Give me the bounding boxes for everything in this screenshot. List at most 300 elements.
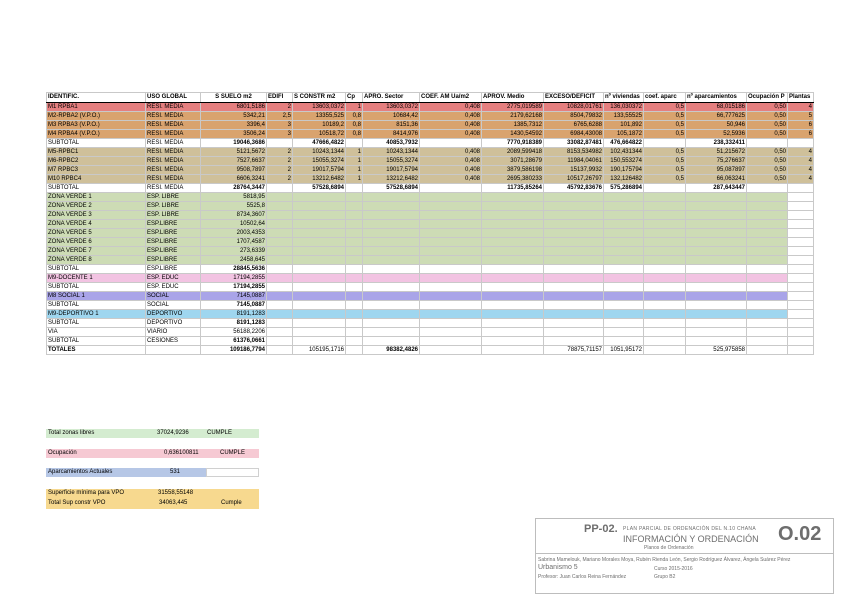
course: Urbanismo 5 — [538, 564, 578, 571]
table-cell: 8151,36 — [363, 121, 420, 130]
table-cell: 10189,2 — [293, 121, 346, 130]
table-cell: 0,408 — [420, 103, 482, 112]
table-cell: 6 — [788, 121, 814, 130]
table-cell: RESI. MEDIA — [146, 148, 201, 157]
table-cell — [293, 202, 346, 211]
table-cell: 66,777625 — [686, 112, 747, 121]
table-row — [47, 148, 814, 157]
title-block — [535, 518, 834, 594]
plan-code: PP-02. — [584, 523, 618, 535]
table-cell: 5342,21 — [201, 112, 267, 121]
table-cell: RESI. MEDIA — [146, 121, 201, 130]
table-cell — [686, 229, 747, 238]
table-cell: ZONA VERDE 6 — [47, 238, 146, 247]
table-cell — [747, 292, 788, 301]
table-cell — [420, 202, 482, 211]
table-cell — [363, 328, 420, 337]
table-cell — [747, 247, 788, 256]
table-row — [47, 139, 814, 148]
table-cell: 2775,019589 — [482, 103, 544, 112]
table-cell: 56188,2206 — [201, 328, 267, 337]
table-cell — [267, 301, 293, 310]
table-cell: 1051,95172 — [604, 346, 644, 355]
table-cell: M5-RPBC1 — [47, 148, 146, 157]
table-cell — [293, 238, 346, 247]
table-cell — [293, 283, 346, 292]
table-cell: 1 — [346, 157, 363, 166]
table-cell: 28764,3447 — [201, 184, 267, 193]
table-cell — [604, 247, 644, 256]
table-cell — [293, 310, 346, 319]
table-cell: 28845,5636 — [201, 265, 267, 274]
table-cell — [293, 265, 346, 274]
table-cell: 7145,0887 — [201, 292, 267, 301]
table-row — [47, 274, 814, 283]
table-cell — [788, 139, 814, 148]
table-cell — [544, 301, 604, 310]
table-row — [47, 256, 814, 265]
table-cell — [686, 283, 747, 292]
table-cell: ESP.LIBRE — [146, 265, 201, 274]
table-cell — [482, 274, 544, 283]
table-row — [47, 103, 814, 112]
table-cell — [604, 193, 644, 202]
table-cell — [644, 193, 686, 202]
plan-name: PLAN PARCIAL DE ORDENACIÓN DEL N.10 CHANA — [623, 526, 756, 532]
table-cell: 8734,3607 — [201, 211, 267, 220]
table-cell — [363, 202, 420, 211]
table-cell — [346, 238, 363, 247]
table-cell: M8 SOCIAL 1 — [47, 292, 146, 301]
table-cell: SUBTOTAL — [47, 301, 146, 310]
table-cell: 45792,83676 — [544, 184, 604, 193]
table-cell — [482, 265, 544, 274]
table-cell: TOTALES — [47, 346, 146, 355]
table-cell: 0,50 — [747, 112, 788, 121]
table-cell — [747, 184, 788, 193]
table-cell — [363, 238, 420, 247]
table-cell: 13355,525 — [293, 112, 346, 121]
table-cell: 476,664822 — [604, 139, 644, 148]
table-cell — [644, 310, 686, 319]
table-cell — [363, 247, 420, 256]
header-row — [47, 93, 814, 103]
column-header: Cp — [346, 93, 363, 103]
vpo-total-value: 34063,445 — [159, 500, 188, 506]
table-cell — [747, 211, 788, 220]
table-cell — [482, 346, 544, 355]
table-cell — [788, 247, 814, 256]
table-cell — [293, 211, 346, 220]
table-cell — [482, 211, 544, 220]
table-cell: 0,408 — [420, 112, 482, 121]
table-cell: 238,332411 — [686, 139, 747, 148]
table-cell — [420, 211, 482, 220]
table-cell — [788, 292, 814, 301]
table-cell — [482, 319, 544, 328]
table-cell — [544, 319, 604, 328]
table-row — [47, 202, 814, 211]
table-cell — [346, 310, 363, 319]
table-cell: 6 — [788, 130, 814, 139]
table-cell: 525,975858 — [686, 346, 747, 355]
table-cell: 57528,6894 — [363, 184, 420, 193]
table-cell: 78875,71157 — [544, 346, 604, 355]
table-cell — [420, 265, 482, 274]
table-cell — [293, 247, 346, 256]
aparcamientos-label: Aparcamientos Actuales — [48, 469, 113, 475]
table-cell: 1385,7312 — [482, 121, 544, 130]
table-cell: M9-DOCENTE 1 — [47, 274, 146, 283]
table-cell — [747, 202, 788, 211]
table-cell: ZONA VERDE 2 — [47, 202, 146, 211]
table-cell — [482, 283, 544, 292]
table-cell: RESI. MEDIA — [146, 139, 201, 148]
table-cell: ESP.LIBRE — [146, 247, 201, 256]
table-cell — [604, 319, 644, 328]
table-cell: VIA — [47, 328, 146, 337]
table-cell: 19046,3686 — [201, 139, 267, 148]
table-cell — [747, 139, 788, 148]
table-cell: 0,5 — [644, 130, 686, 139]
table-cell: 15137,9932 — [544, 166, 604, 175]
table-cell: 0,50 — [747, 157, 788, 166]
column-header: USO GLOBAL — [146, 93, 201, 103]
table-cell: 8153,534982 — [544, 148, 604, 157]
table-cell — [420, 283, 482, 292]
ocupacion-status: CUMPLE — [220, 450, 246, 456]
table-cell: 68,015186 — [686, 103, 747, 112]
table-cell — [346, 211, 363, 220]
table-cell: SOCIAL — [146, 292, 201, 301]
table-cell: 0,50 — [747, 103, 788, 112]
table-cell — [788, 337, 814, 346]
table-cell: 1 — [346, 175, 363, 184]
table-cell — [644, 283, 686, 292]
table-cell — [686, 328, 747, 337]
table-cell: 0,5 — [644, 166, 686, 175]
table-cell — [420, 220, 482, 229]
table-cell — [747, 238, 788, 247]
table-cell — [420, 301, 482, 310]
table-cell — [604, 229, 644, 238]
table-cell: 0,5 — [644, 121, 686, 130]
table-row — [47, 310, 814, 319]
table-cell — [604, 292, 644, 301]
table-cell — [686, 220, 747, 229]
table-cell — [788, 211, 814, 220]
table-cell: 287,643447 — [686, 184, 747, 193]
table-cell: 102,431344 — [604, 148, 644, 157]
table-cell: 11735,85264 — [482, 184, 544, 193]
table-cell — [346, 139, 363, 148]
table-cell — [363, 337, 420, 346]
table-cell: 0,50 — [747, 130, 788, 139]
table-cell: 0,50 — [747, 175, 788, 184]
table-cell — [644, 202, 686, 211]
table-cell: 0,8 — [346, 130, 363, 139]
table-cell — [644, 211, 686, 220]
table-row — [47, 337, 814, 346]
table-cell — [482, 337, 544, 346]
table-row — [47, 328, 814, 337]
table-cell: 19017,5794 — [293, 166, 346, 175]
table-cell — [644, 184, 686, 193]
table-cell: 13603,0372 — [293, 103, 346, 112]
column-header: IDENTIFIC. — [47, 93, 146, 103]
table-cell — [346, 229, 363, 238]
table-cell — [267, 292, 293, 301]
table-cell — [544, 220, 604, 229]
table-row — [47, 193, 814, 202]
table-cell: 52,5936 — [686, 130, 747, 139]
table-cell: 2 — [267, 148, 293, 157]
table-cell — [482, 247, 544, 256]
table-cell: 8191,1283 — [201, 319, 267, 328]
table-cell — [346, 319, 363, 328]
table-cell: ESP. EDUC — [146, 274, 201, 283]
table-cell — [420, 319, 482, 328]
table-cell — [420, 229, 482, 238]
sheet-number: O.02 — [778, 523, 822, 545]
table-row — [47, 301, 814, 310]
ocupacion-value: 0,636100811 — [164, 450, 199, 456]
table-cell — [747, 310, 788, 319]
table-cell — [346, 193, 363, 202]
column-header: Ocupación P — [747, 93, 788, 103]
table-row — [47, 292, 814, 301]
table-cell: 3 — [267, 130, 293, 139]
table-cell: 66,063241 — [686, 175, 747, 184]
table-cell — [686, 193, 747, 202]
table-cell — [644, 265, 686, 274]
table-cell: 0,408 — [420, 166, 482, 175]
table-cell — [788, 319, 814, 328]
table-cell: 17194,2855 — [201, 274, 267, 283]
table-cell: M9-DEPORTIVO 1 — [47, 310, 146, 319]
table-cell — [346, 265, 363, 274]
table-cell: 109186,7794 — [201, 346, 267, 355]
table-cell — [420, 247, 482, 256]
table-cell — [482, 256, 544, 265]
table-cell: 19017,5794 — [363, 166, 420, 175]
table-cell: 50,946 — [686, 121, 747, 130]
table-cell — [267, 202, 293, 211]
table-cell — [604, 337, 644, 346]
table-cell: SUBTOTAL — [47, 319, 146, 328]
table-cell: 2179,62168 — [482, 112, 544, 121]
table-cell — [644, 292, 686, 301]
table-cell: ESP.LIBRE — [146, 220, 201, 229]
table-cell: 47666,4822 — [293, 139, 346, 148]
table-cell — [747, 265, 788, 274]
table-cell — [604, 256, 644, 265]
table-cell: ESP.LIBRE — [146, 238, 201, 247]
table-cell — [363, 283, 420, 292]
table-cell — [686, 247, 747, 256]
table-cell: 0,50 — [747, 121, 788, 130]
table-cell: 3 — [267, 121, 293, 130]
ocupacion-label: Ocupación — [48, 450, 77, 456]
table-cell — [544, 193, 604, 202]
table-cell — [146, 346, 201, 355]
table-cell — [604, 274, 644, 283]
table-cell — [267, 139, 293, 148]
table-cell: 3396,4 — [201, 121, 267, 130]
table-cell: ESP. LIBRE — [146, 211, 201, 220]
table-cell — [482, 292, 544, 301]
aparcamientos-value: 531 — [170, 469, 181, 475]
table-cell: 57528,6894 — [293, 184, 346, 193]
table-cell — [420, 346, 482, 355]
table-cell — [420, 274, 482, 283]
table-cell: 190,175794 — [604, 166, 644, 175]
table-cell: 1 — [346, 103, 363, 112]
table-cell — [544, 229, 604, 238]
table-cell: ZONA VERDE 4 — [47, 220, 146, 229]
table-cell: 105195,1716 — [293, 346, 346, 355]
table-cell — [644, 238, 686, 247]
table-cell — [604, 283, 644, 292]
table-cell — [420, 328, 482, 337]
table-cell — [544, 256, 604, 265]
table-cell — [747, 337, 788, 346]
table-row — [47, 346, 814, 355]
table-cell: 3071,28679 — [482, 157, 544, 166]
column-header: coef. aparc — [644, 93, 686, 103]
planning-data-table — [46, 92, 814, 355]
table-cell — [644, 229, 686, 238]
table-cell — [482, 301, 544, 310]
table-cell — [604, 211, 644, 220]
table-cell — [747, 256, 788, 265]
table-cell — [644, 139, 686, 148]
table-cell: M7 RPBC3 — [47, 166, 146, 175]
table-cell — [346, 256, 363, 265]
table-cell: 51,215672 — [686, 148, 747, 157]
zonas-libres-value: 37024,9236 — [157, 430, 189, 436]
table-row — [47, 229, 814, 238]
vpo-status: Cumple — [221, 500, 242, 506]
table-cell — [644, 301, 686, 310]
table-cell: SUBTOTAL — [47, 139, 146, 148]
table-cell — [788, 310, 814, 319]
table-cell: 5 — [788, 112, 814, 121]
table-cell: 2089,599418 — [482, 148, 544, 157]
table-cell: 10518,72 — [293, 130, 346, 139]
table-cell: 101,892 — [604, 121, 644, 130]
table-cell: 7770,918389 — [482, 139, 544, 148]
table-cell — [788, 328, 814, 337]
table-cell — [788, 274, 814, 283]
table-row — [47, 238, 814, 247]
table-cell — [747, 346, 788, 355]
table-cell: DEPORTIVO — [146, 319, 201, 328]
table-row — [47, 211, 814, 220]
table-row — [47, 157, 814, 166]
table-cell: 9508,7897 — [201, 166, 267, 175]
column-header: nº viviendas — [604, 93, 644, 103]
table-row — [47, 247, 814, 256]
table-cell: 1430,54592 — [482, 130, 544, 139]
table-cell: 0,408 — [420, 130, 482, 139]
table-cell: 105,1872 — [604, 130, 644, 139]
table-row — [47, 283, 814, 292]
vpo-min-label: Superficie mínima para VPO — [48, 490, 125, 496]
table-row — [47, 220, 814, 229]
table-cell — [544, 274, 604, 283]
column-header: EDIFI — [267, 93, 293, 103]
table-cell — [293, 328, 346, 337]
table-cell — [293, 274, 346, 283]
table-cell — [267, 346, 293, 355]
table-cell: 15055,3274 — [363, 157, 420, 166]
table-cell — [267, 256, 293, 265]
table-cell: M1 RPBA1 — [47, 103, 146, 112]
table-cell: 2 — [267, 166, 293, 175]
table-cell — [788, 193, 814, 202]
table-cell: 13212,6482 — [363, 175, 420, 184]
table-cell: 4 — [788, 103, 814, 112]
table-cell — [604, 301, 644, 310]
table-cell: ZONA VERDE 7 — [47, 247, 146, 256]
table-cell — [346, 274, 363, 283]
table-cell — [363, 265, 420, 274]
table-cell: 2458,645 — [201, 256, 267, 265]
table-cell: 133,55525 — [604, 112, 644, 121]
table-cell — [604, 238, 644, 247]
table-cell: ZONA VERDE 8 — [47, 256, 146, 265]
table-cell: 5525,8 — [201, 202, 267, 211]
table-cell: ESP. LIBRE — [146, 202, 201, 211]
table-cell: 75,276637 — [686, 157, 747, 166]
column-header: nº aparcamientos — [686, 93, 747, 103]
table-cell — [686, 310, 747, 319]
table-cell: 2,5 — [267, 112, 293, 121]
table-cell — [747, 301, 788, 310]
table-cell: 575,286894 — [604, 184, 644, 193]
table-cell — [544, 292, 604, 301]
table-cell — [363, 292, 420, 301]
table-cell — [686, 256, 747, 265]
table-cell — [788, 265, 814, 274]
table-cell — [267, 319, 293, 328]
table-cell: 0,5 — [644, 112, 686, 121]
table-cell — [686, 202, 747, 211]
table-cell: 10243,1344 — [293, 148, 346, 157]
table-cell: ESP.LIBRE — [146, 256, 201, 265]
table-cell — [686, 238, 747, 247]
table-cell: CESIONES — [146, 337, 201, 346]
table-cell — [420, 184, 482, 193]
table-cell — [420, 337, 482, 346]
table-cell: 95,087897 — [686, 166, 747, 175]
main-title: INFORMACIÓN Y ORDENACIÓN — [623, 534, 759, 544]
table-cell — [420, 238, 482, 247]
table-cell — [788, 238, 814, 247]
table-cell — [747, 328, 788, 337]
table-cell: RESI. MEDIA — [146, 112, 201, 121]
table-cell — [686, 292, 747, 301]
table-cell — [267, 193, 293, 202]
table-cell — [267, 265, 293, 274]
table-cell — [747, 193, 788, 202]
table-cell — [604, 220, 644, 229]
table-cell — [788, 283, 814, 292]
table-cell — [544, 247, 604, 256]
table-cell — [788, 346, 814, 355]
table-cell — [604, 265, 644, 274]
